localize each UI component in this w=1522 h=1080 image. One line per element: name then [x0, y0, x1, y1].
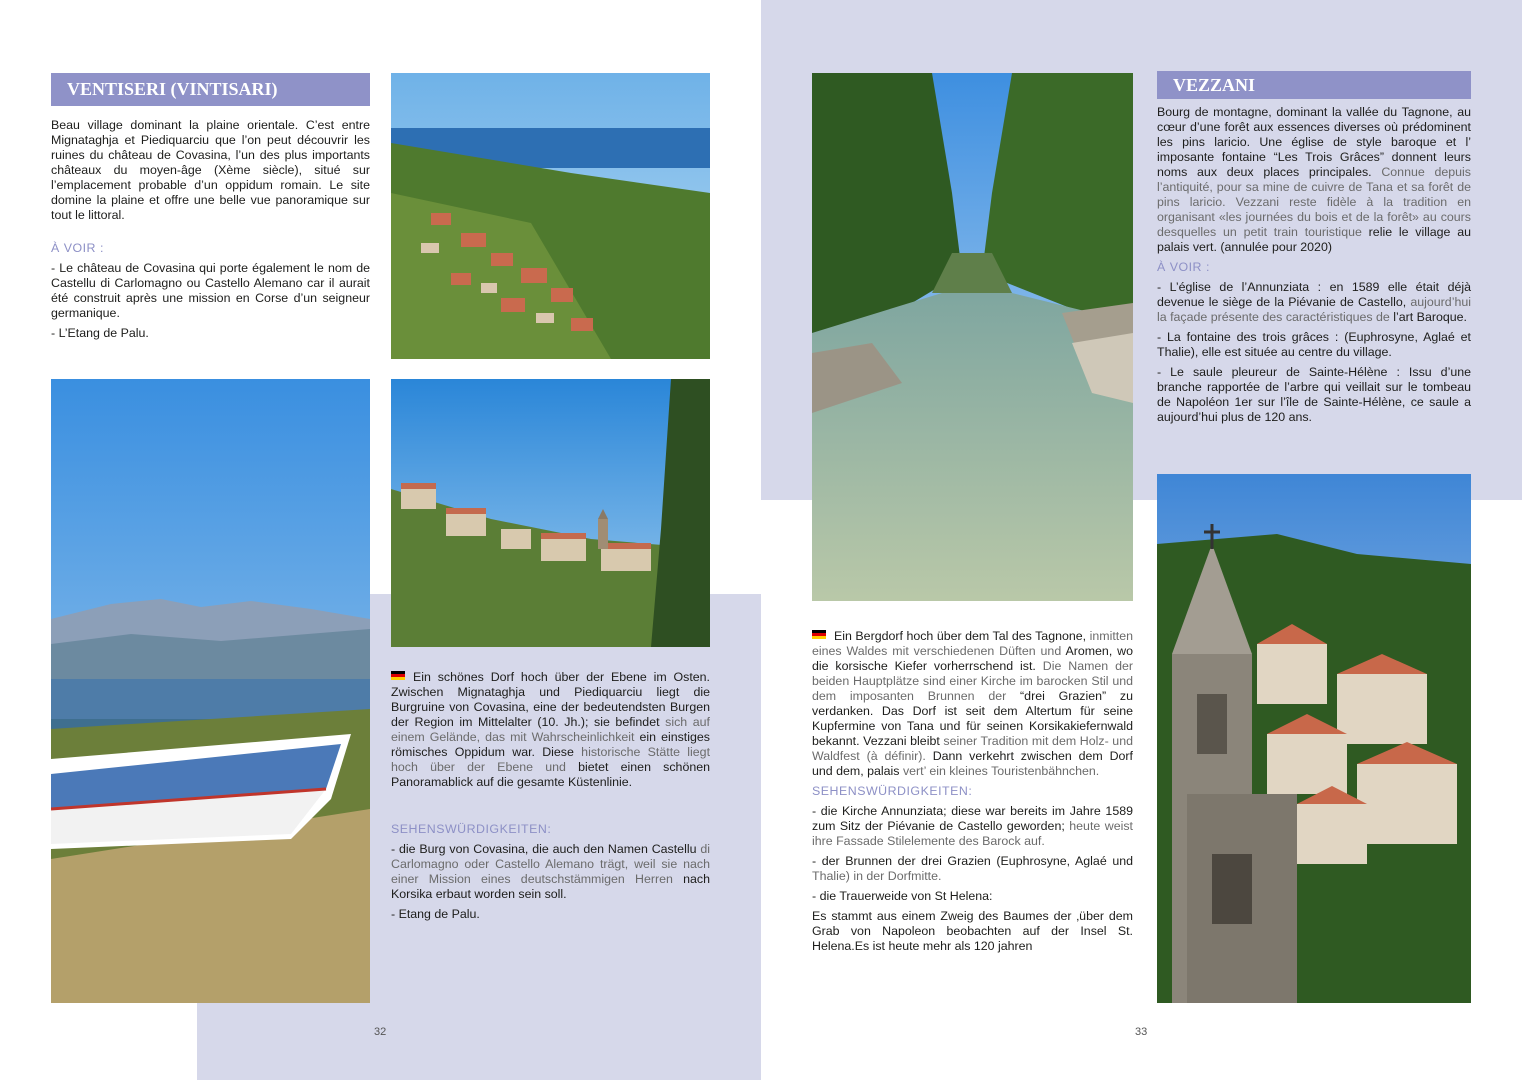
boat-lake-photo [51, 379, 370, 1003]
de-line: Die Namen der beiden Hauptplätze sind einer Kirche im barocken Stil und dem imposanten Brunnen der [812, 659, 1133, 703]
a-voir-heading: À VOIR : [1157, 260, 1210, 274]
sehens-heading: SEHENSWÜRDIGKEITEN: [812, 784, 973, 798]
de-item: - Etang de Palu. [391, 907, 480, 921]
de-item: Es stammt aus einem Zweig des Baumes der ‚über dem Grab von Napoleon beobachten auf der Insel St. Helena.Es ist heute mehr als 120 jahren [812, 909, 1133, 953]
de-item [812, 854, 1133, 884]
voir-item: - La fontaine des trois grâces : (Euphrosyne, Aglaé et Thalie), elle est située au centre du village. [1157, 330, 1471, 359]
de-line: Ein schönes Dorf hoch über der Ebene im Osten. Zwischen Mignataghja und Piediquarciu liegt die Burgruine von Covasina, eine der bedeutendsten Burgen der Region im Mittelalter (10. Jh.); sie befindet [391, 670, 710, 729]
voir-item: - Le château de Covasina qui porte également le nom de Castellu di Carlomagno ou Castello Alemano car il aurait été construit après une mission en Corse d’un seigneur germanique. [51, 261, 370, 320]
german-flag-icon [391, 671, 405, 680]
de-line: Dann verkehrt zwischen dem Dorf und dem, palais [812, 749, 1133, 778]
fr-line: relie le village au palais vert. (annulée pour 2020) [1157, 225, 1471, 254]
page-title-ventiseri [51, 73, 370, 106]
fr-line: Connue depuis l’antiquité, pour sa mine de cuivre de Tana et sa forêt de pins laricio. Vezzani reste fidèle à la tradition en organisant «les journées du bois et de la forêt» au cours desquelles un petit train touristique [1157, 165, 1471, 239]
church-tower-photo [1157, 474, 1471, 1003]
de-line: - die Kirche Annunziata; diese war bereits im Jahre 1589 zum Sitz der Piévanie de Castello geworden; [812, 804, 1133, 833]
de-line: historische Stätte liegt hoch über der Ebene und [391, 745, 711, 774]
de-item [812, 804, 1133, 849]
title-text: VEZZANI [1173, 75, 1256, 95]
vezzani-german-text [812, 629, 1133, 959]
voir-item: - Le saule pleureur de Sainte-Hélène : Issu d’une branche rapportée de l’arbre qui veillait sur le tombeau de Napoléon 1er sur l’île de Sainte-Hélène, ce saule a aujourd’hui plus de 120 ans. [1157, 365, 1471, 424]
title-text: VENTISERI (VINTISARI) [67, 79, 278, 99]
german-intro [812, 629, 1133, 779]
page-title-vezzani [1157, 71, 1471, 99]
intro-paragraph: Beau village dominant la plaine orientale. C’est entre Mignataghja et Piediquarciu que l’on peut découvrir les ruines du château de Covasina, l’un des plus importants châteaux du moyen-âge (Xème siècle), situé sur l’emplacement probable d’un oppidum romain. Le site domine la plaine et offre une belle vue panoramique sur tout le littoral. [51, 118, 370, 222]
ventiseri-german-text [391, 670, 710, 927]
river-photo [812, 73, 1133, 601]
de-line: di Carlomagno oder Castello Alemano trägt, weil sie nach einer Mission eines deutschstämmigen Herren [391, 842, 710, 886]
page-number-left: 32 [374, 1026, 387, 1038]
de-line: seiner Tradition mit dem Holz- und Waldfest (à définir). [812, 734, 1133, 763]
fr-line: aujourd’hui la façade présente des caractéristiques de [1157, 295, 1471, 324]
de-line: - der Brunnen der drei Grazien (Euphrosyne, Aglaé und [812, 854, 1133, 868]
de-line: Thalie) in der Dorfmitte. [812, 869, 942, 883]
fr-line: - L’église de l’Annunziata : en 1589 elle était déjà devenue le siège de la Piévanie de Castello, [1157, 280, 1471, 309]
spacer [51, 228, 370, 236]
sehens-heading: SEHENSWÜRDIGKEITEN: [391, 822, 552, 836]
spacer [391, 795, 710, 817]
de-line: heute weist ihre Fassade Stilelemente des Barock auf. [812, 819, 1133, 848]
de-line: “drei Grazien” zu verdanken. Das Dorf ist seit dem Altertum für seine Kupfermine von Tana und für seinen Korsikakiefernwald bekannt. Vezzani bleibt [812, 689, 1133, 748]
german-intro [391, 670, 710, 790]
de-item [391, 842, 710, 902]
fr-line: l’art Baroque. [1393, 310, 1467, 324]
ventiseri-french-text [51, 118, 370, 346]
de-line: nach Korsika erbaut worden sein soll. [391, 872, 710, 901]
vezzani-french-text [1157, 105, 1471, 430]
voir-item [1157, 280, 1471, 325]
village-aerial-photo [391, 73, 710, 359]
de-item: - die Trauerweide von St Helena: [812, 889, 993, 903]
de-line: inmitten eines Waldes mit verschiedenen Düften und [812, 629, 1133, 658]
de-line: bietet einen schönen Panoramablick auf die gesamte Küstenlinie. [391, 760, 711, 789]
german-flag-icon [812, 630, 826, 639]
village-hillside-photo [391, 379, 710, 647]
voir-item: - L’Etang de Palu. [51, 326, 149, 340]
de-line: ein einstiges römisches Oppidum war. Diese [391, 730, 710, 759]
de-line: - die Burg von Covasina, die auch den Namen Castellu [391, 842, 697, 856]
page-number-right: 33 [1135, 1026, 1148, 1038]
fr-line: Bourg de montagne, dominant la vallée du Tagnone, au cœur d’une forêt aux essences diverses où prédominent les pins laricio. Une église de style baroque et l’ imposante fontaine “Les Trois Grâces” donnent leurs noms aux deux places principales. [1157, 105, 1471, 179]
de-line: Ein Bergdorf hoch über dem Tal des Tagnone, [834, 629, 1087, 643]
de-line: sich auf einem Gelände, das mit Wahrscheinlichkeit [391, 715, 710, 744]
de-line: vert’ ein kleines Touristenbähnchen. [902, 764, 1100, 778]
de-line: Aromen, wo die korsische Kiefer vorherrschend ist. [812, 644, 1133, 673]
a-voir-heading: À VOIR : [51, 241, 104, 255]
intro-paragraph [1157, 105, 1471, 255]
